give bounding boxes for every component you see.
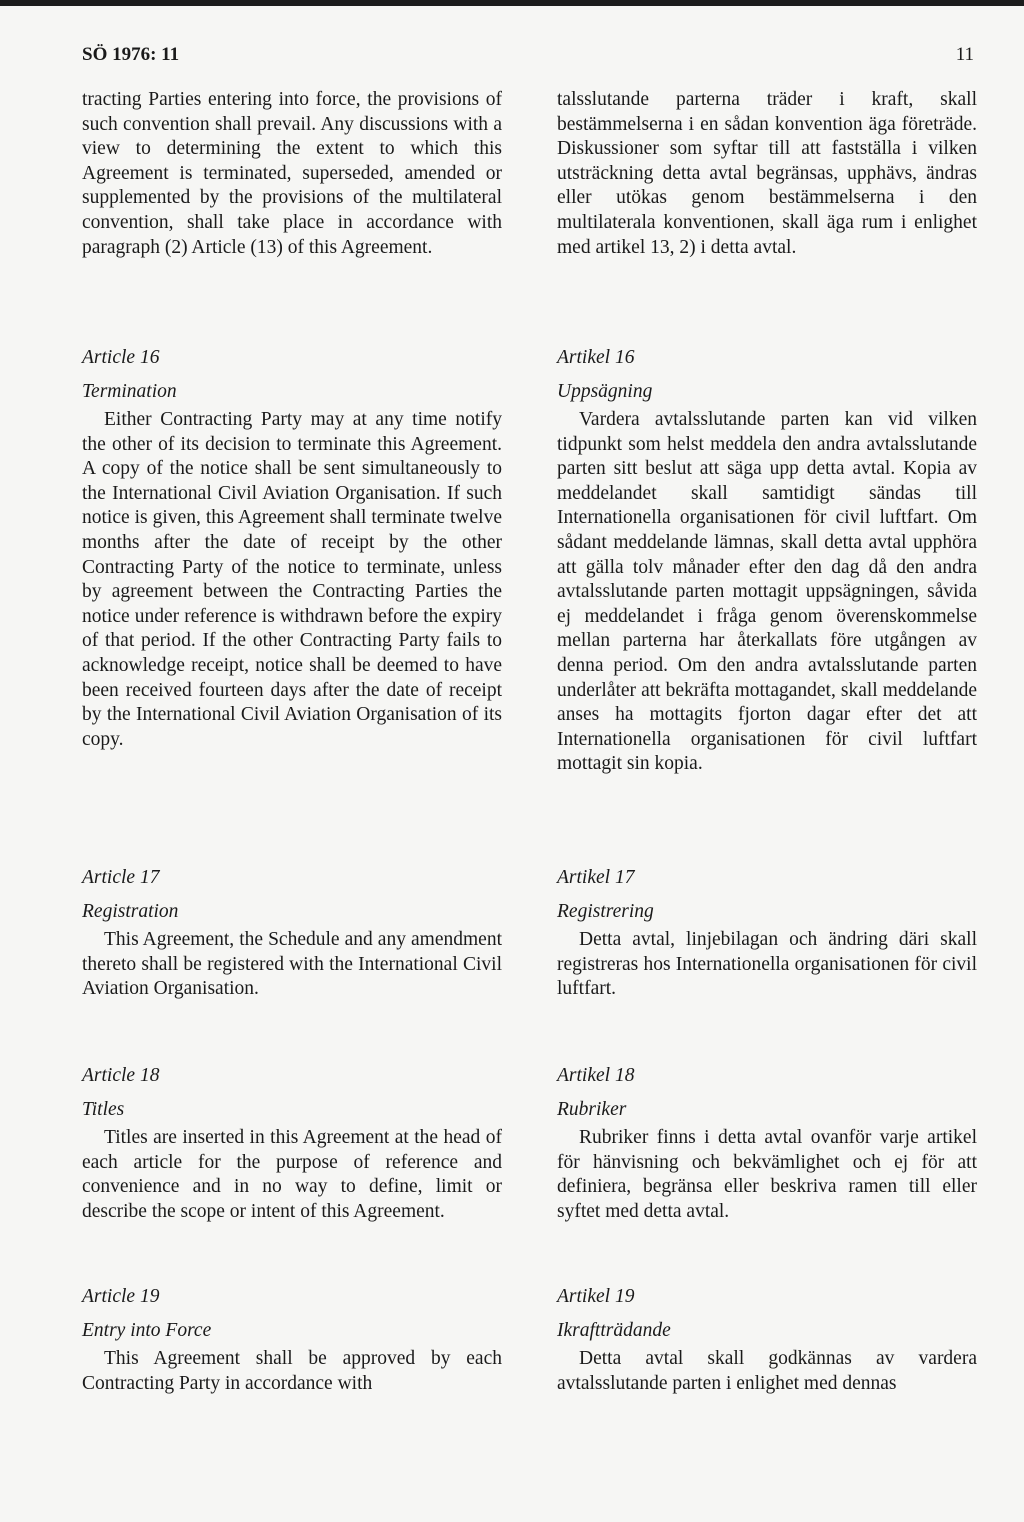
article-16-sv xyxy=(557,346,977,777)
article-number: Artikel 17 xyxy=(557,867,635,888)
article-18-en xyxy=(82,1064,502,1224)
series-reference: SÖ 1976: 11 xyxy=(82,44,180,65)
article-title: Titles xyxy=(82,1099,125,1120)
article-number: Artikel 16 xyxy=(557,347,635,368)
article-title: Registration xyxy=(82,901,179,922)
article-title: Termination xyxy=(82,381,177,402)
running-header xyxy=(82,44,974,72)
article-title: Registrering xyxy=(557,901,654,922)
article-number: Article 18 xyxy=(82,1065,160,1086)
article-text: Rubriker finns i detta avtal ovanför varje artikel för hänvisning och bekvämlighet och ej för att definiera, begränsa eller beskriva ramen till eller syftet med detta avtal. xyxy=(557,1127,977,1222)
intro-paragraph-en: tracting Parties entering into force, the provisions of such convention shall prevail. Any discussions with a view to determining the extent to which this Agreement is terminated, superseded, amended or supplemented by the provisions of the multilateral convention, shall take place in accordance with paragraph (2) Article (13) of this Agreement. xyxy=(82,89,502,258)
article-text: Vardera avtalsslutande parten kan vid vilken tidpunkt som helst meddela den andra avtalsslutande parten sitt beslut att säga upp detta avtal. Kopia av meddelandet skall samtidigt sändas till Internationella organisationen för civil luftfart. Om sådant meddelande lämnas, skall detta avtal upphöra att gälla tolv månader efter den dag då den andra avtalsslutande parten mottagit uppsägningen, såvida ej meddelandet i fråga genom överenskommelse mellan parterna har återkallats före utgången av denna period. Om den andra avtalsslutande parten underlåter att bekräfta mottagandet, skall meddelande anses ha mottagits fjorton dagar efter det att Internationella organisationen för civil luftfart mottagit sin kopia. xyxy=(557,409,977,775)
article-title: Rubriker xyxy=(557,1099,627,1120)
article-17-en xyxy=(82,866,502,1002)
article-text: This Agreement, the Schedule and any amendment thereto shall be registered with the International Civil Aviation Organisation. xyxy=(82,929,502,1000)
article-16-en xyxy=(82,346,502,752)
article-text: This Agreement shall be approved by each Contracting Party in accordance with xyxy=(82,1348,502,1394)
article-number: Article 17 xyxy=(82,867,160,888)
article-18-sv xyxy=(557,1064,977,1224)
article-17-sv xyxy=(557,866,977,1002)
top-border-rule xyxy=(0,0,1024,6)
article-text: Titles are inserted in this Agreement at the head of each article for the purpose of reference and convenience and in no way to define, limit or describe the scope or intent of this Agreement. xyxy=(82,1127,502,1222)
article-title: Ikraftträdande xyxy=(557,1320,671,1341)
article-number: Article 16 xyxy=(82,347,160,368)
article-title: Uppsägning xyxy=(557,381,653,402)
article-text: Either Contracting Party may at any time notify the other of its decision to terminate this Agreement. A copy of the notice shall be sent simultaneously to the International Civil Aviation Organisation. If such notice is given, this Agreement shall terminate twelve months after the date of receipt by the other Contracting Party of the notice to terminate, unless by agreement between the Contracting Parties the notice under reference is withdrawn before the expiry of that period. If the other Contracting Party fails to acknowledge receipt, notice shall be deemed to have been received fourteen days after the date of receipt by the International Civil Aviation Organisation of its copy. xyxy=(82,409,502,750)
page-number: 11 xyxy=(955,44,974,65)
intro-paragraph-sv: talsslutande parterna träder i kraft, skall bestämmelserna i en sådan konvention äga företräde. Diskussioner som syftar till att fastställa i vilken utsträckning detta avtal begränsas, upphävs, ändras eller utökas genom bestämmelserna i den multilaterala konventionen, skall äga rum i enlighet med artikel 13, 2) i detta avtal. xyxy=(557,89,977,258)
article-19-sv xyxy=(557,1285,977,1396)
article-text: Detta avtal, linjebilagan och ändring däri skall registreras hos Internationella organisationen för civil luftfart. xyxy=(557,929,977,1000)
article-number: Article 19 xyxy=(82,1286,160,1307)
article-title: Entry into Force xyxy=(82,1320,212,1341)
article-text: Detta avtal skall godkännas av vardera avtalsslutande parten i enlighet med dennas xyxy=(557,1348,977,1394)
article-number: Artikel 19 xyxy=(557,1286,635,1307)
article-19-en xyxy=(82,1285,502,1396)
article-number: Artikel 18 xyxy=(557,1065,635,1086)
